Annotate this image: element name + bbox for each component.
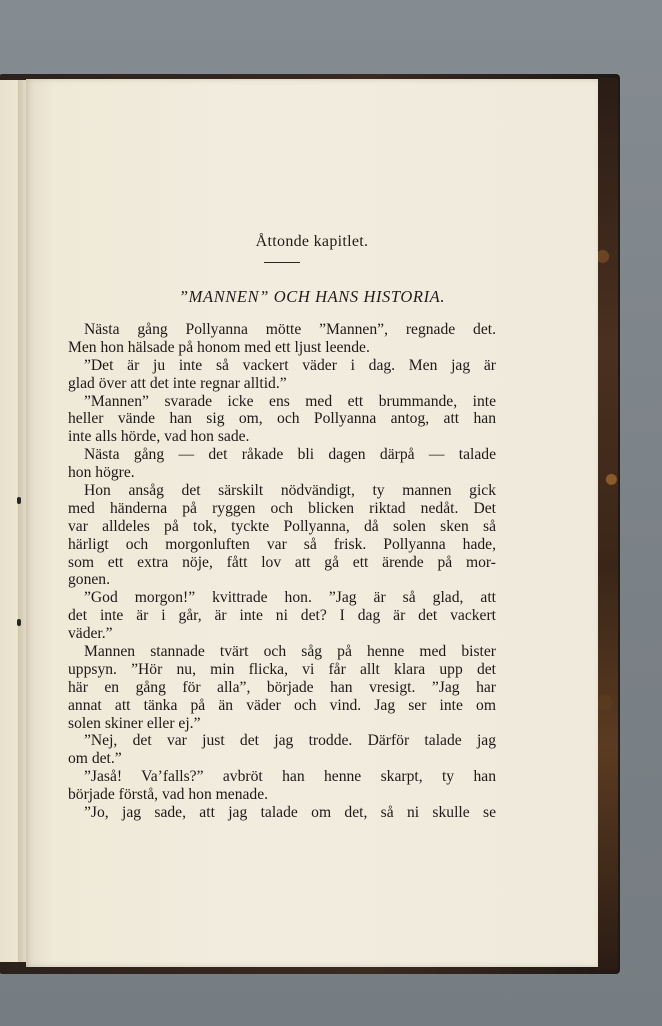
text-line: härligt och morgonluften var så frisk. Pollyanna hade,: [68, 535, 496, 553]
text-line: gonen.: [68, 571, 111, 589]
text-line: började förstå, vad hon menade.: [68, 786, 269, 804]
text-line: Nästa gång Pollyanna mötte ”Mannen”, regnade det.: [84, 321, 496, 338]
text-line: heller vände han sig om, och Pollyanna antog, att han: [68, 410, 496, 428]
text-line: ”Jaså! Va’falls?” avbröt han henne skarpt, ty han: [84, 768, 496, 786]
text-line: inte alls hörde, vad hon sade.: [68, 428, 250, 446]
text-line: Mannen stannade tvärt och såg på henne med bister: [84, 643, 496, 661]
text-line: Hon ansåg det särskilt nödvändigt, ty mannen gick: [84, 482, 496, 500]
text-line: Nästa gång — det råkade bli dagen därpå — talade: [84, 446, 496, 464]
text-line: uppsyn. ”Hör nu, min flicka, vi får allt klara upp det: [68, 660, 496, 678]
margin-dot-mark: [17, 619, 21, 626]
text-line: ”Det är ju inte så vackert väder i dag. Men jag är: [84, 356, 496, 374]
text-line: ”Mannen” svarade icke ens med ett brummande, inte: [84, 392, 496, 410]
chapter-title: ”MANNEN” OCH HANS HISTORIA.: [178, 287, 446, 306]
text-line: ”God morgon!” kvittrade hon. ”Jag är så glad, att: [84, 589, 496, 607]
text-line: ”Nej, det var just det jag trodde. Därför talade jag: [84, 732, 496, 750]
text-line: annat att tänka på än väder och vind. Jag ser inte om: [68, 696, 496, 714]
book-page: [26, 79, 598, 967]
text-line: med händerna på ryggen och blicken riktad nedåt. Det: [68, 499, 496, 517]
book-edge-marbled: [596, 78, 618, 970]
text-line: glad över att det inte regnar alltid.”: [68, 374, 287, 392]
text-line: var alldeles på tok, tyckte Pollyanna, då solen sken så: [68, 517, 496, 535]
text-line: solen skiner eller ej.”: [68, 714, 201, 732]
text-line: Men hon hälsade på honom med ett ljust leende.: [68, 338, 370, 356]
body-text: [68, 321, 496, 822]
text-line: här en gång för alla”, började han vresigt. ”Jag har: [68, 678, 496, 696]
chapter-divider-rule: [264, 262, 300, 263]
text-line: hon högre.: [68, 464, 135, 482]
chapter-heading: Åttonde kapitlet.: [255, 233, 369, 250]
text-line: som ett extra nöje, fått lov att gå ett ärende på mor-: [68, 553, 496, 571]
margin-dot-mark: [17, 497, 21, 504]
text-line: ”Jo, jag sade, att jag talade om det, så ni skulle se: [84, 804, 496, 822]
text-line: väder.”: [68, 625, 113, 643]
text-line: det inte är i går, är inte ni det? I dag är det vackert: [68, 607, 496, 625]
text-line: om det.”: [68, 750, 122, 768]
